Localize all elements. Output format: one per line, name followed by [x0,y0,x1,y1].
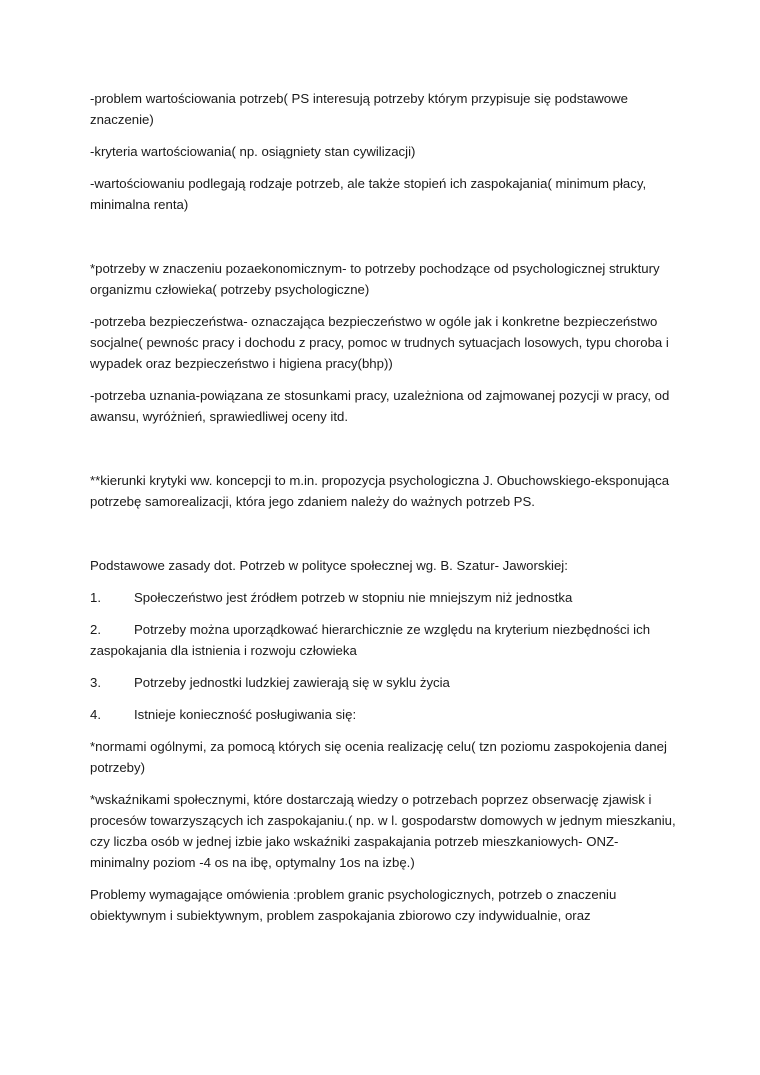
list-item [90,587,680,608]
list-item-text: Istnieje konieczność posługiwania się: [134,707,357,722]
list-item-text: Potrzeby można uporządkować hierarchicznie ze względu na kryterium niezbędności ich zaspokajania dla istnienia i rozwoju człowieka [90,622,651,658]
list-item-number: 2. [90,622,101,637]
paragraph-valuation-problem: -problem wartościowania potrzeb( PS interesują potrzeby którym przypisuje się podstawowe znaczenie) [90,91,628,127]
section-heading-principles: Podstawowe zasady dot. Potrzeb w polityce społecznej wg. B. Szatur- Jaworskiej: [90,558,568,573]
paragraph-general-norms: *normami ogólnymi, za pomocą których się ocenia realizację celu( tzn poziomu zaspokojenia danej potrzeby) [90,739,667,775]
paragraph-recognition-need: -potrzeba uznania-powiązana ze stosunkami pracy, uzależniona od zajmowanej pozycji w pracy, od awansu, wyróżnień, sprawiedliwej oceny itd. [90,388,670,424]
paragraph-valuation-criteria: -kryteria wartościowania( np. osiągniety stan cywilizacji) [90,144,416,159]
paragraph-critique: **kierunki krytyki ww. koncepcji to m.in. propozycja psychologiczna J. Obuchowskiego-eksponująca potrzebę samorealizacji, która jego zdaniem należy do ważnych potrzeb PS. [90,473,670,509]
spacer [90,226,680,258]
spacer [90,438,680,470]
list-item [90,704,680,725]
spacer [90,523,680,555]
list-item [90,619,680,661]
list-item-text: Potrzeby jednostki ludzkiej zawierają się w syklu życia [134,675,450,690]
list-item-number: 3. [90,675,101,690]
paragraph-problems-to-discuss: Problemy wymagające omówienia :problem granic psychologicznych, potrzeb o znaczeniu obiektywnym i subiektywnym, problem zaspokajania zbiorowo czy indywidualnie, oraz [90,887,617,923]
paragraph-social-indicators: *wskaźnikami społecznymi, które dostarczają wiedzy o potrzebach poprzez obserwację zjawisk i procesów towarzyszących ich zaspokajaniu.( np. w l. gospodarstw domowych w jednym mieszkaniu, czy liczba osób w jednej izbie jako wskaźniki zaspakajania potrzeb mieszkaniowych- ONZ- minimalny poziom -4 os na ibę, optymalny 1os na izbę.) [90,792,676,870]
paragraph-valuation-subject: -wartościowaniu podlegają rodzaje potrzeb, ale także stopień ich zaspokajania( minimum płacy, minimalna renta) [90,176,647,212]
paragraph-safety-need: -potrzeba bezpieczeństwa- oznaczająca bezpieczeństwo w ogóle jak i konkretne bezpieczeństwo socjalne( pewnośc pracy i dochodu z pracy, pomoc w trudnych sytuacjach losowych, typu choroba i wypadek oraz bezpieczeństwo i higiena pracy(bhp)) [90,314,669,371]
list-item-number: 4. [90,707,101,722]
list-item [90,672,680,693]
list-item-text: Społeczeństwo jest źródłem potrzeb w stopniu nie mniejszym niż jednostka [134,590,573,605]
list-item-number: 1. [90,590,101,605]
document-page [90,88,680,937]
paragraph-noneconomic-needs: *potrzeby w znaczeniu pozaekonomicznym- to potrzeby pochodzące od psychologicznej struktury organizmu człowieka( potrzeby psychologiczne) [90,261,660,297]
